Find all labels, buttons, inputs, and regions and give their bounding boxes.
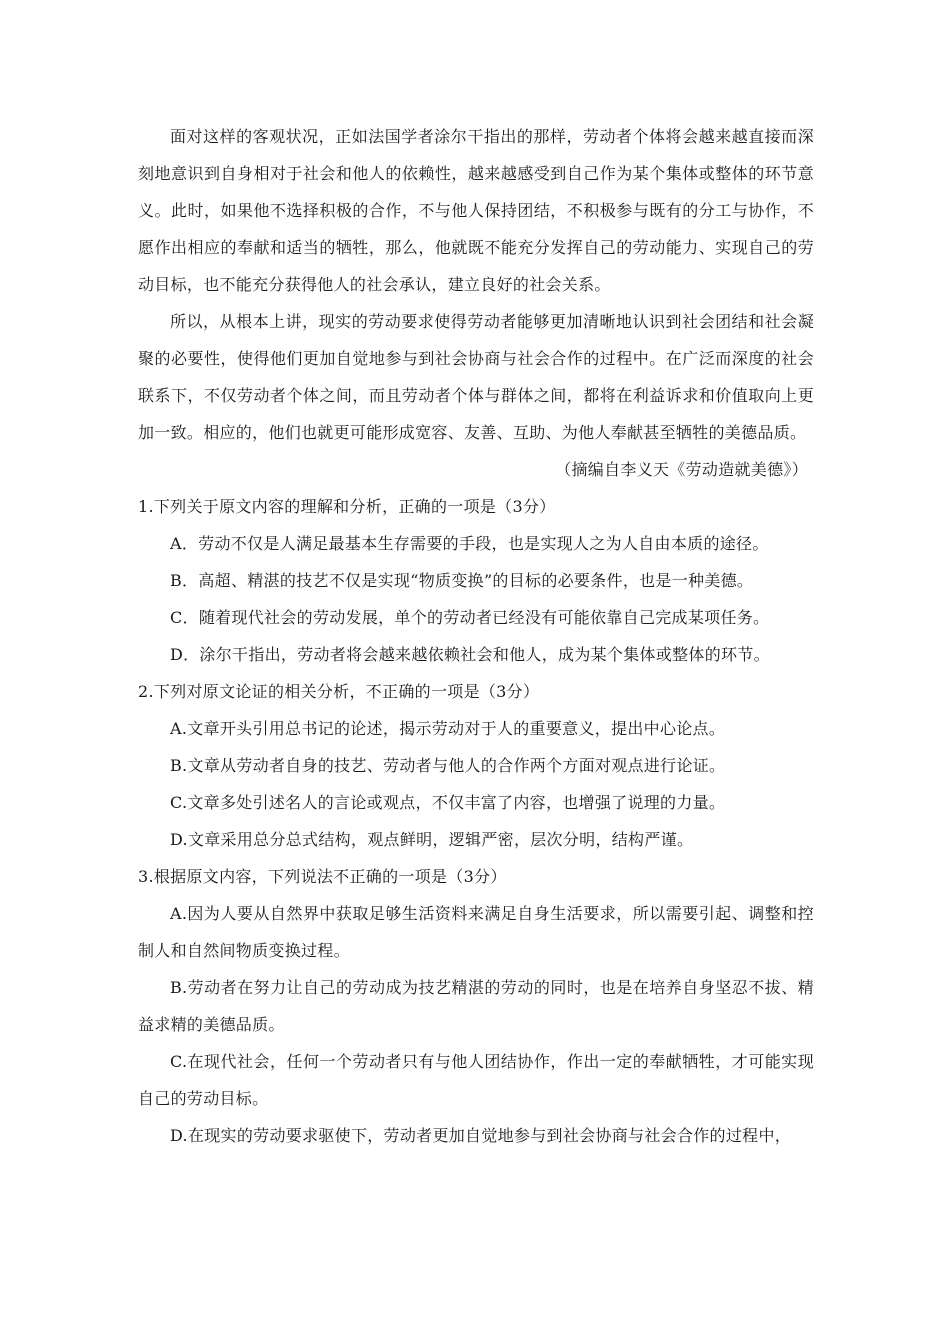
question-1-option-a: A．劳动不仅是人满足最基本生存需要的手段，也是实现人之为人自由本质的途径。 xyxy=(170,534,769,553)
body-paragraph-2: 所以，从根本上讲，现实的劳动要求使得劳动者能够更加清晰地认识到社会团结和社会凝聚的必要性，使得他们更加自觉地参与到社会协商与社会合作的过程中。在广泛而深度的社会联系下，不仅劳动者个体之间，而且劳动者个体与群体之间，都将在利益诉求和价值取向上更加一致。相应的，他们也就更可能形成宽容、友善、互助、为他人奉献甚至牺牲的美德品质。 xyxy=(138,312,814,442)
source-citation: （摘编自李义天《劳动造就美德》） xyxy=(555,460,808,479)
question-2-option-d: D.文章采用总分总式结构，观点鲜明，逻辑严密，层次分明，结构严谨。 xyxy=(170,830,694,849)
question-1-option-d: D．涂尔干指出，劳动者将会越来越依赖社会和他人，成为某个集体或整体的环节。 xyxy=(170,645,770,664)
question-1 xyxy=(138,488,814,673)
question-2-option-c: C.文章多处引述名人的言论或观点，不仅丰富了内容，也增强了说理的力量。 xyxy=(170,793,726,812)
question-3-option-d: D.在现实的劳动要求驱使下，劳动者更加自觉地参与到社会协商与社会合作的过程中， xyxy=(170,1126,792,1145)
question-3 xyxy=(138,858,814,1154)
question-3-stem: 3.根据原文内容，下列说法不正确的一项是（3分） xyxy=(138,867,507,886)
question-2-option-a: A.文章开头引用总书记的论述，揭示劳动对于人的重要意义，提出中心论点。 xyxy=(170,719,726,738)
document-content xyxy=(138,118,814,1154)
question-2-option-b: B.文章从劳动者自身的技艺、劳动者与他人的合作两个方面对观点进行论证。 xyxy=(170,756,726,775)
question-3-option-b: B.劳动者在努力让自己的劳动成为技艺精湛的劳动的同时，也是在培养自身坚忍不拔、精益求精的美德品质。 xyxy=(138,978,814,1034)
question-3-option-a: A.因为人要从自然界中获取足够生活资料来满足自身生活要求，所以需要引起、调整和控制人和自然间物质变换过程。 xyxy=(138,904,814,960)
body-paragraph-1: 面对这样的客观状况，正如法国学者涂尔干指出的那样，劳动者个体将会越来越直接而深刻地意识到自身相对于社会和他人的依赖性，越来越感受到自己作为某个集体或整体的环节意义。此时，如果他不选择积极的合作，不与他人保持团结，不积极参与既有的分工与协作，不愿作出相应的奉献和适当的牺牲，那么，他就既不能充分发挥自己的劳动能力、实现自己的劳动目标，也不能充分获得他人的社会承认，建立良好的社会关系。 xyxy=(138,127,814,294)
question-3-option-c: C.在现代社会，任何一个劳动者只有与他人团结协作，作出一定的奉献牺牲，才可能实现自己的劳动目标。 xyxy=(138,1052,814,1108)
question-2-stem: 2.下列对原文论证的相关分析，不正确的一项是（3分） xyxy=(138,682,540,701)
question-1-stem: 1.下列关于原文内容的理解和分析，正确的一项是（3分） xyxy=(138,497,556,516)
question-1-option-b: B．高超、精湛的技艺不仅是实现“物质变换”的目标的必要条件，也是一种美德。 xyxy=(170,571,754,590)
question-1-option-c: C．随着现代社会的劳动发展，单个的劳动者已经没有可能依靠自己完成某项任务。 xyxy=(170,608,770,627)
question-2 xyxy=(138,673,814,858)
